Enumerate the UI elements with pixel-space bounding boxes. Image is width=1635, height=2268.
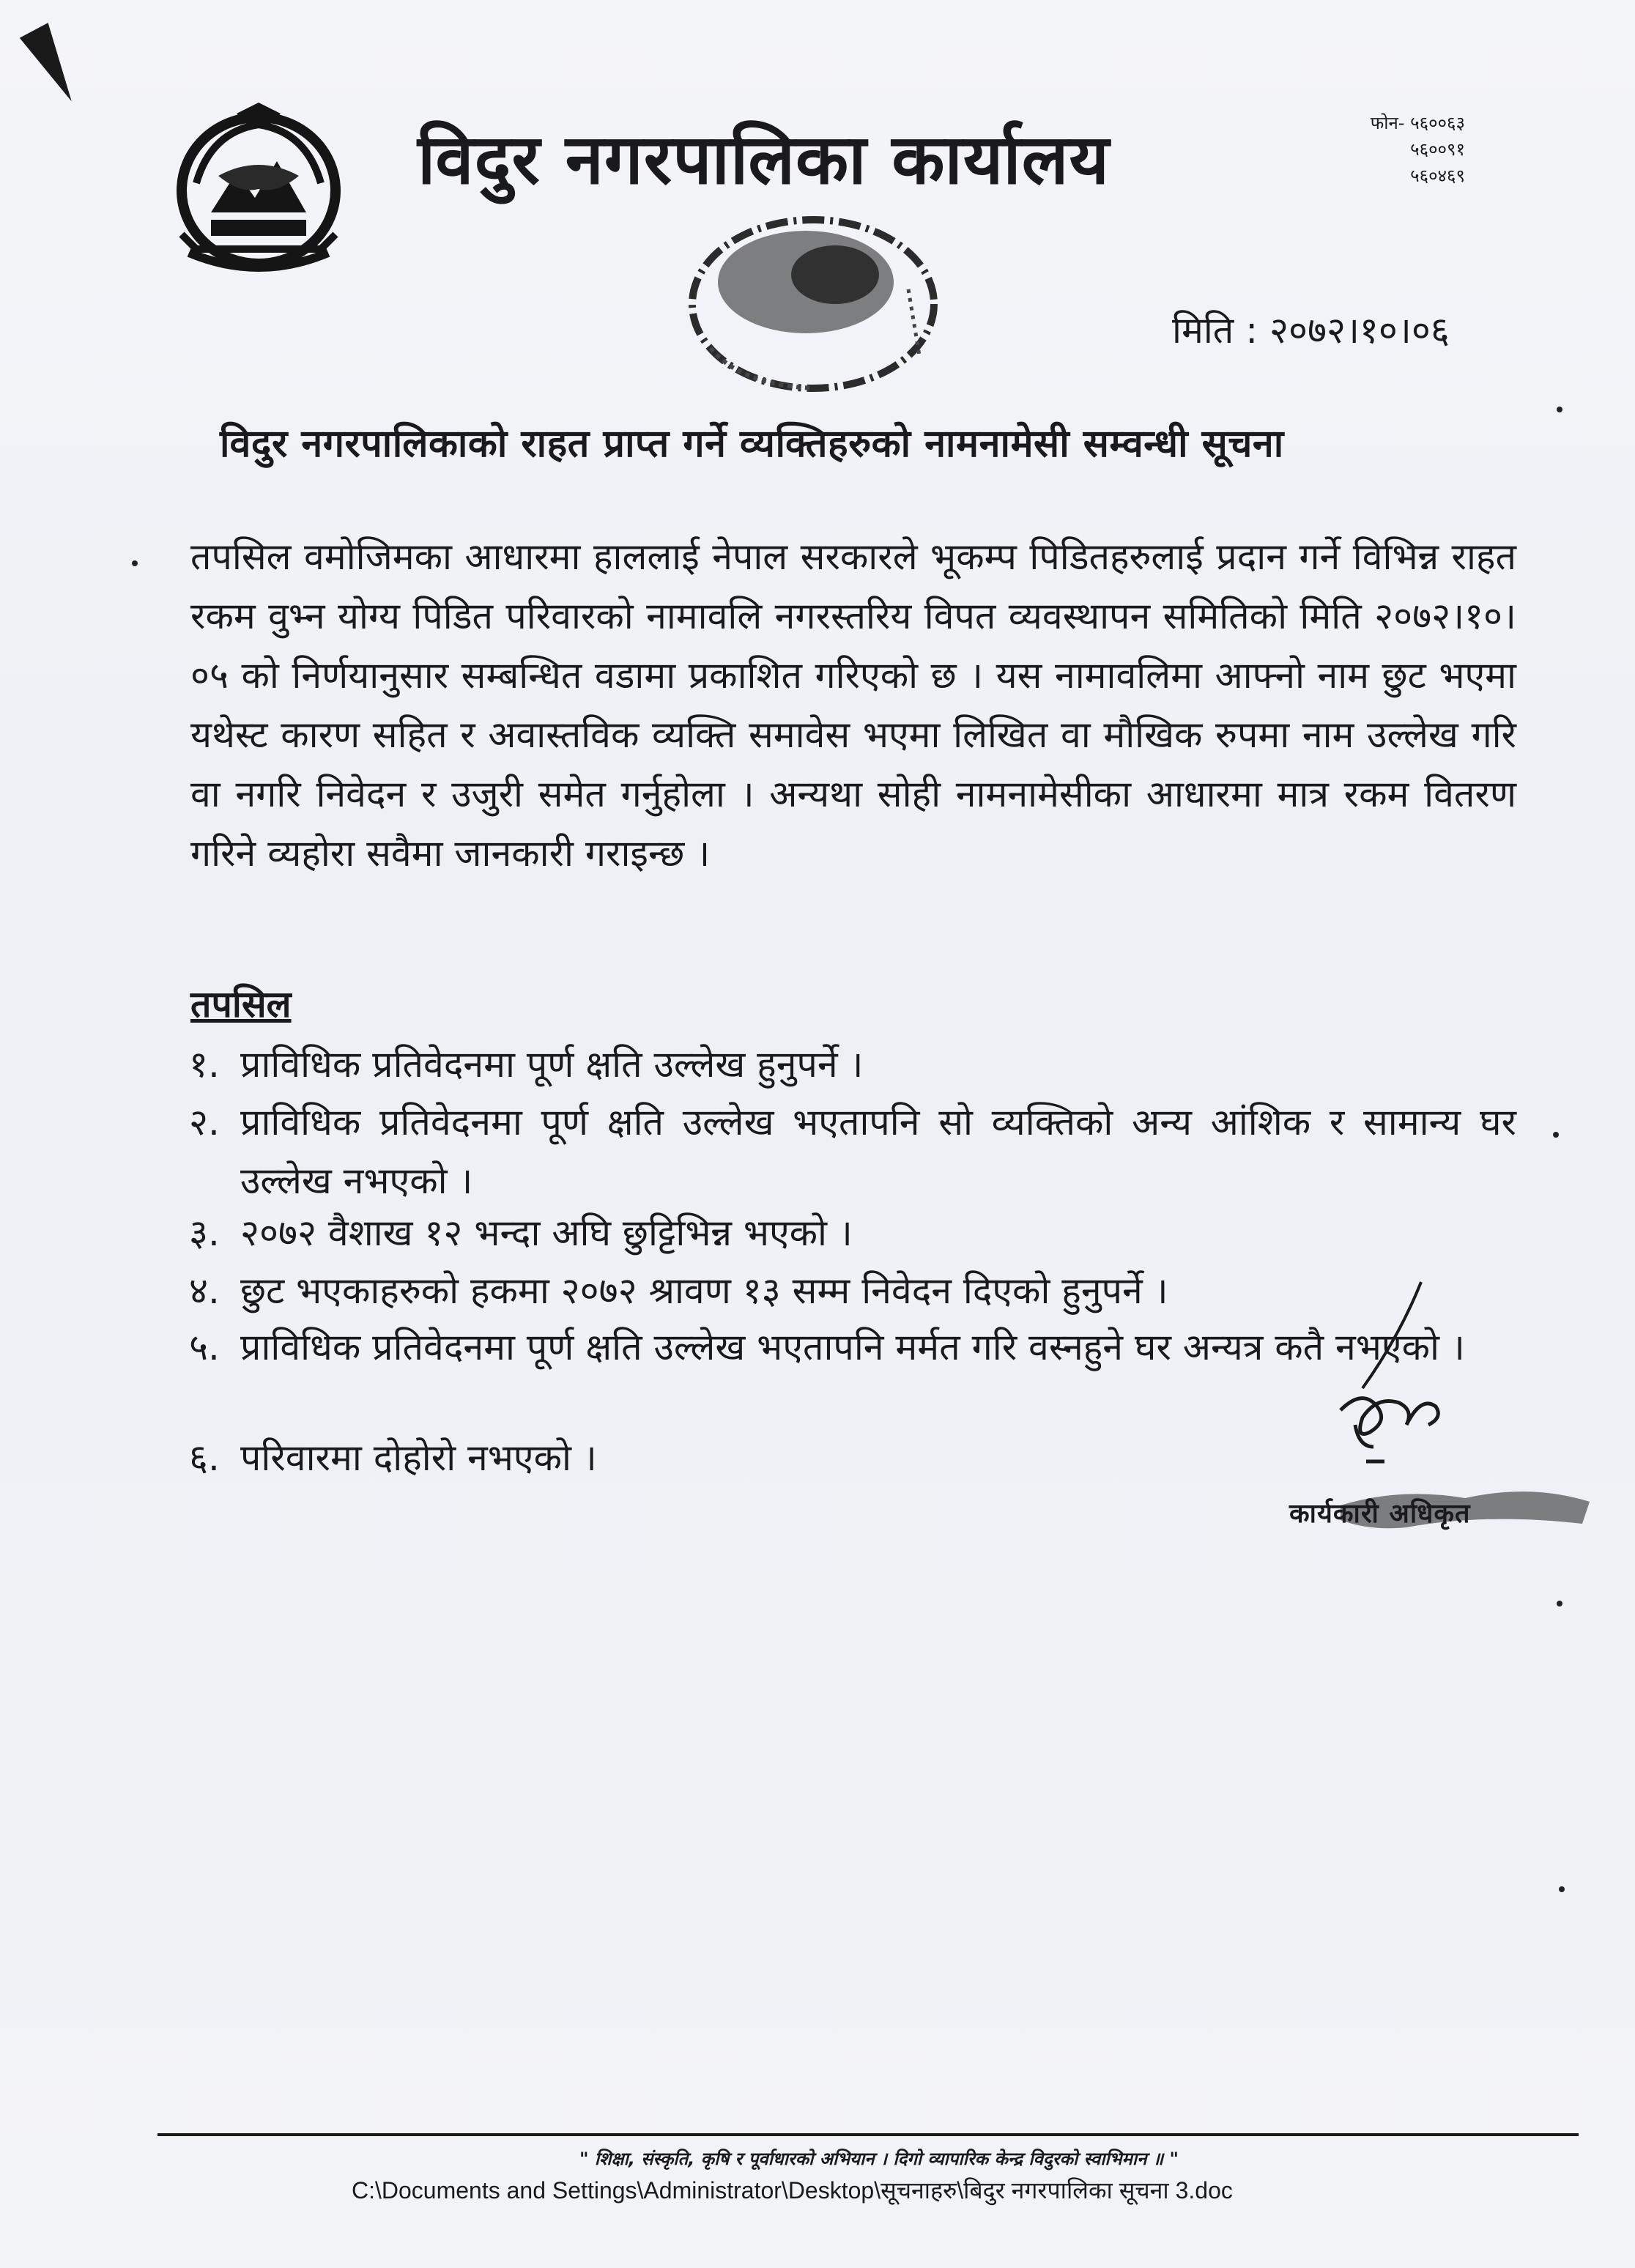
list-item: [189, 1035, 1516, 1094]
office-name: विदुर नगरपालिका कार्यालय: [418, 119, 1110, 200]
list-item: [189, 1093, 1516, 1210]
paper-speck: [1553, 1132, 1559, 1138]
item-number: ४.: [189, 1270, 220, 1312]
phone-block: [1319, 110, 1465, 189]
item-text: परिवारमा दोहोरो नभएको ।: [240, 1437, 597, 1479]
list-item: [189, 1428, 1516, 1487]
phone-label: फोन-: [1370, 113, 1405, 133]
item-number: २.: [189, 1101, 220, 1144]
notice-subject: विदुर नगरपालिकाको राहत प्राप्त गर्ने व्यक्तिहरुको नामनामेसी सम्वन्धी सूचना: [220, 422, 1284, 466]
date-value: २०७२।१०।०६: [1269, 309, 1450, 352]
signatory-title: कार्यकारी अधिकृत: [1289, 1499, 1471, 1529]
paper-speck: [1557, 1601, 1562, 1606]
phone-line: [1319, 110, 1465, 136]
signature: [1319, 1278, 1450, 1491]
item-number: ६.: [189, 1437, 220, 1479]
list-heading: तपसिल: [190, 983, 292, 1026]
footer-slogan: " शिक्षा, संस्कृति, कृषि र पूर्वाधारको अभियान । दिगो व्यापारिक केन्द्र विदुरको स्वाभिमान ॥ ": [579, 2149, 1179, 2169]
office-stamp: [667, 201, 960, 414]
date-label: मिति :: [1172, 309, 1258, 352]
item-text: प्राविधिक प्रतिवेदनमा पूर्ण क्षति उल्लेख हुनुपर्ने ।: [240, 1043, 864, 1086]
list-item: [189, 1261, 1516, 1320]
paper-speck: [1559, 1886, 1565, 1892]
list-item: [189, 1204, 1516, 1262]
date-line: [1172, 304, 1553, 354]
item-text: प्राविधिक प्रतिवेदनमा पूर्ण क्षति उल्लेख भएतापनि मर्मत गरि वस्नहुने घर अन्यत्र कतै नभएको ।: [240, 1326, 1465, 1368]
item-text: छुट भएकाहरुको हकमा २०७२ श्रावण १३ सम्म निवेदन दिएको हुनुपर्ने ।: [240, 1270, 1168, 1312]
phone-number: ५६०४६९: [1410, 166, 1465, 186]
item-text: प्राविधिक प्रतिवेदनमा पूर्ण क्षति उल्लेख भएतापनि सो व्यक्तिको अन्य आंशिक र सामान्य घर उल्लेख नभएको ।: [240, 1101, 1516, 1202]
item-text: २०७२ वैशाख १२ भन्दा अघि छुट्टिभिन्न भएको ।: [240, 1212, 853, 1254]
item-number: १.: [189, 1043, 220, 1086]
footer-file-path: C:\Documents and Settings\Administrator\Desktop\सूचनाहरु\बिदुर नगरपालिका सूचना 3.doc: [352, 2177, 1233, 2204]
nepal-emblem-icon: [167, 103, 350, 275]
item-number: ३.: [189, 1212, 220, 1254]
body-paragraph: तपसिल वमोजिमका आधारमा हाललाई नेपाल सरकारले भूकम्प पिडितहरुलाई प्रदान गर्ने विभिन्न राहत रकम वुभ्न योग्य पिडित परिवारको नामावलि नगरस्तरिय विपत व्यवस्थापन समितिको मिति २०७२।१०।०५ को निर्णयानुसार सम्बन्धित वडामा प्रकाशित गरिएको छ । यस नामावलिमा आफ्नो नाम छुट भएमा यथेस्ट कारण सहित र अवास्तविक व्यक्ति समावेस भएमा लिखित वा मौखिक रुपमा नाम उल्लेख गरि वा नगरि निवेदन र उजुरी समेत गर्नुहोला । अन्यथा सोही नामनामेसीका आधारमा मात्र रकम वितरण गरिने व्यहोरा सवैमा जानकारी गराइन्छ ।: [190, 536, 1516, 875]
torn-corner: [20, 23, 86, 109]
paper-speck: [132, 560, 138, 566]
paper-speck: [1557, 407, 1562, 412]
item-number: ५.: [189, 1326, 220, 1368]
phone-number: ५६००६३: [1410, 113, 1465, 133]
footer-divider: [157, 2133, 1579, 2136]
phone-number: ५६००९१: [1410, 139, 1465, 160]
